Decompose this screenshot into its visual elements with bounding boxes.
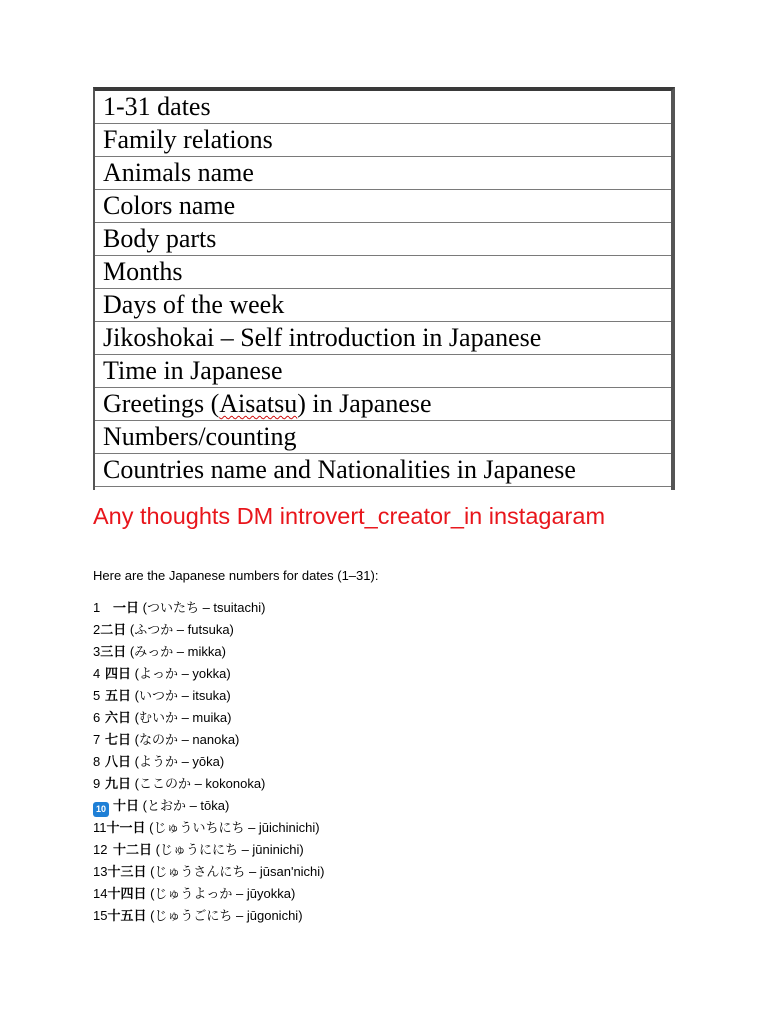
- topic-row: Animals name: [95, 157, 671, 190]
- date-reading: (ここのか – kokonoka): [131, 776, 266, 791]
- dm-callout: Any thoughts DM introvert_creator_in instagaram: [93, 503, 606, 529]
- date-number: 7: [93, 732, 101, 747]
- date-kanji: 十日: [113, 798, 140, 813]
- date-reading: (よっか – yokka): [131, 666, 231, 681]
- date-reading: (ついたち – tsuitachi): [139, 600, 266, 615]
- date-number: 15: [93, 908, 108, 923]
- topic-row: Body parts: [95, 223, 671, 256]
- date-kanji: 七日: [105, 732, 132, 747]
- date-kanji: 十二日: [113, 842, 153, 857]
- date-kanji: 十五日: [107, 908, 147, 923]
- date-number: 1: [93, 600, 101, 615]
- date-number: 4: [93, 666, 101, 681]
- date-kanji: 十一日: [106, 820, 146, 835]
- date-item: [93, 685, 325, 707]
- date-item: [93, 795, 325, 817]
- date-number: 6: [93, 710, 101, 725]
- date-number: 2: [93, 622, 101, 637]
- greetings-after: ) in Japanese: [297, 389, 432, 418]
- date-number: 9: [93, 776, 101, 791]
- date-item: [93, 905, 325, 927]
- topic-row: Numbers/counting: [95, 421, 671, 454]
- date-reading: (じゅうごにち – jūgonichi): [146, 908, 303, 923]
- date-kanji: 四日: [105, 666, 132, 681]
- date-item: [93, 839, 325, 861]
- date-kanji: 二日: [100, 622, 127, 637]
- date-number: 14: [93, 886, 108, 901]
- topic-row: 1-31 dates: [95, 91, 671, 124]
- date-reading: (みっか – mikka): [126, 644, 226, 659]
- date-kanji: 八日: [105, 754, 132, 769]
- keycap-ten-icon: 10: [93, 802, 109, 817]
- topic-row: Countries name and Nationalities in Japanese: [95, 454, 671, 487]
- date-reading: (むいか – muika): [131, 710, 232, 725]
- greetings-underlined-word: Aisatsu: [219, 389, 298, 418]
- intro-text: Here are the Japanese numbers for dates (1–31):: [93, 568, 379, 583]
- topic-row: Jikoshokai – Self introduction in Japanese: [95, 322, 671, 355]
- date-item: [93, 883, 325, 905]
- date-kanji: 一日: [113, 600, 140, 615]
- date-reading: (じゅうににち – jūninichi): [152, 842, 304, 857]
- topic-row: Time in Japanese: [95, 355, 671, 388]
- topic-row: Colors name: [95, 190, 671, 223]
- date-item: [93, 663, 325, 685]
- date-reading: (じゅうさんにち – jūsan'nichi): [146, 864, 325, 879]
- date-item: [93, 641, 325, 663]
- date-number: 3: [93, 644, 101, 659]
- date-kanji: 九日: [105, 776, 132, 791]
- date-item: [93, 619, 325, 641]
- topic-row: Days of the week: [95, 289, 671, 322]
- date-kanji: 六日: [105, 710, 132, 725]
- greetings-before: Greetings (: [103, 389, 220, 418]
- date-number: 11: [93, 820, 107, 835]
- date-item: [93, 773, 325, 795]
- date-item: [93, 707, 325, 729]
- date-reading: (じゅういちにち – jūichinichi): [145, 820, 320, 835]
- topics-table: [93, 87, 675, 490]
- date-number: 5: [93, 688, 101, 703]
- date-reading: (いつか – itsuka): [131, 688, 231, 703]
- date-reading: (とおか – tōka): [139, 798, 230, 813]
- topic-row: Months: [95, 256, 671, 289]
- date-list: [93, 597, 325, 927]
- date-item: [93, 861, 325, 883]
- date-number: 8: [93, 754, 101, 769]
- date-item: [93, 729, 325, 751]
- date-reading: (ようか – yōka): [131, 754, 225, 769]
- topic-row: Family relations: [95, 124, 671, 157]
- date-kanji: 十四日: [107, 886, 147, 901]
- date-number: 12: [93, 842, 108, 857]
- date-reading: (なのか – nanoka): [131, 732, 240, 747]
- date-item: [93, 597, 325, 619]
- date-item: [93, 751, 325, 773]
- date-number: 13: [93, 864, 108, 879]
- date-reading: (じゅうよっか – jūyokka): [146, 886, 296, 901]
- topic-row-greetings: [95, 388, 671, 421]
- date-kanji: 五日: [105, 688, 132, 703]
- date-reading: (ふつか – futsuka): [126, 622, 234, 637]
- date-kanji: 十三日: [107, 864, 147, 879]
- date-item: [93, 817, 325, 839]
- date-kanji: 三日: [100, 644, 127, 659]
